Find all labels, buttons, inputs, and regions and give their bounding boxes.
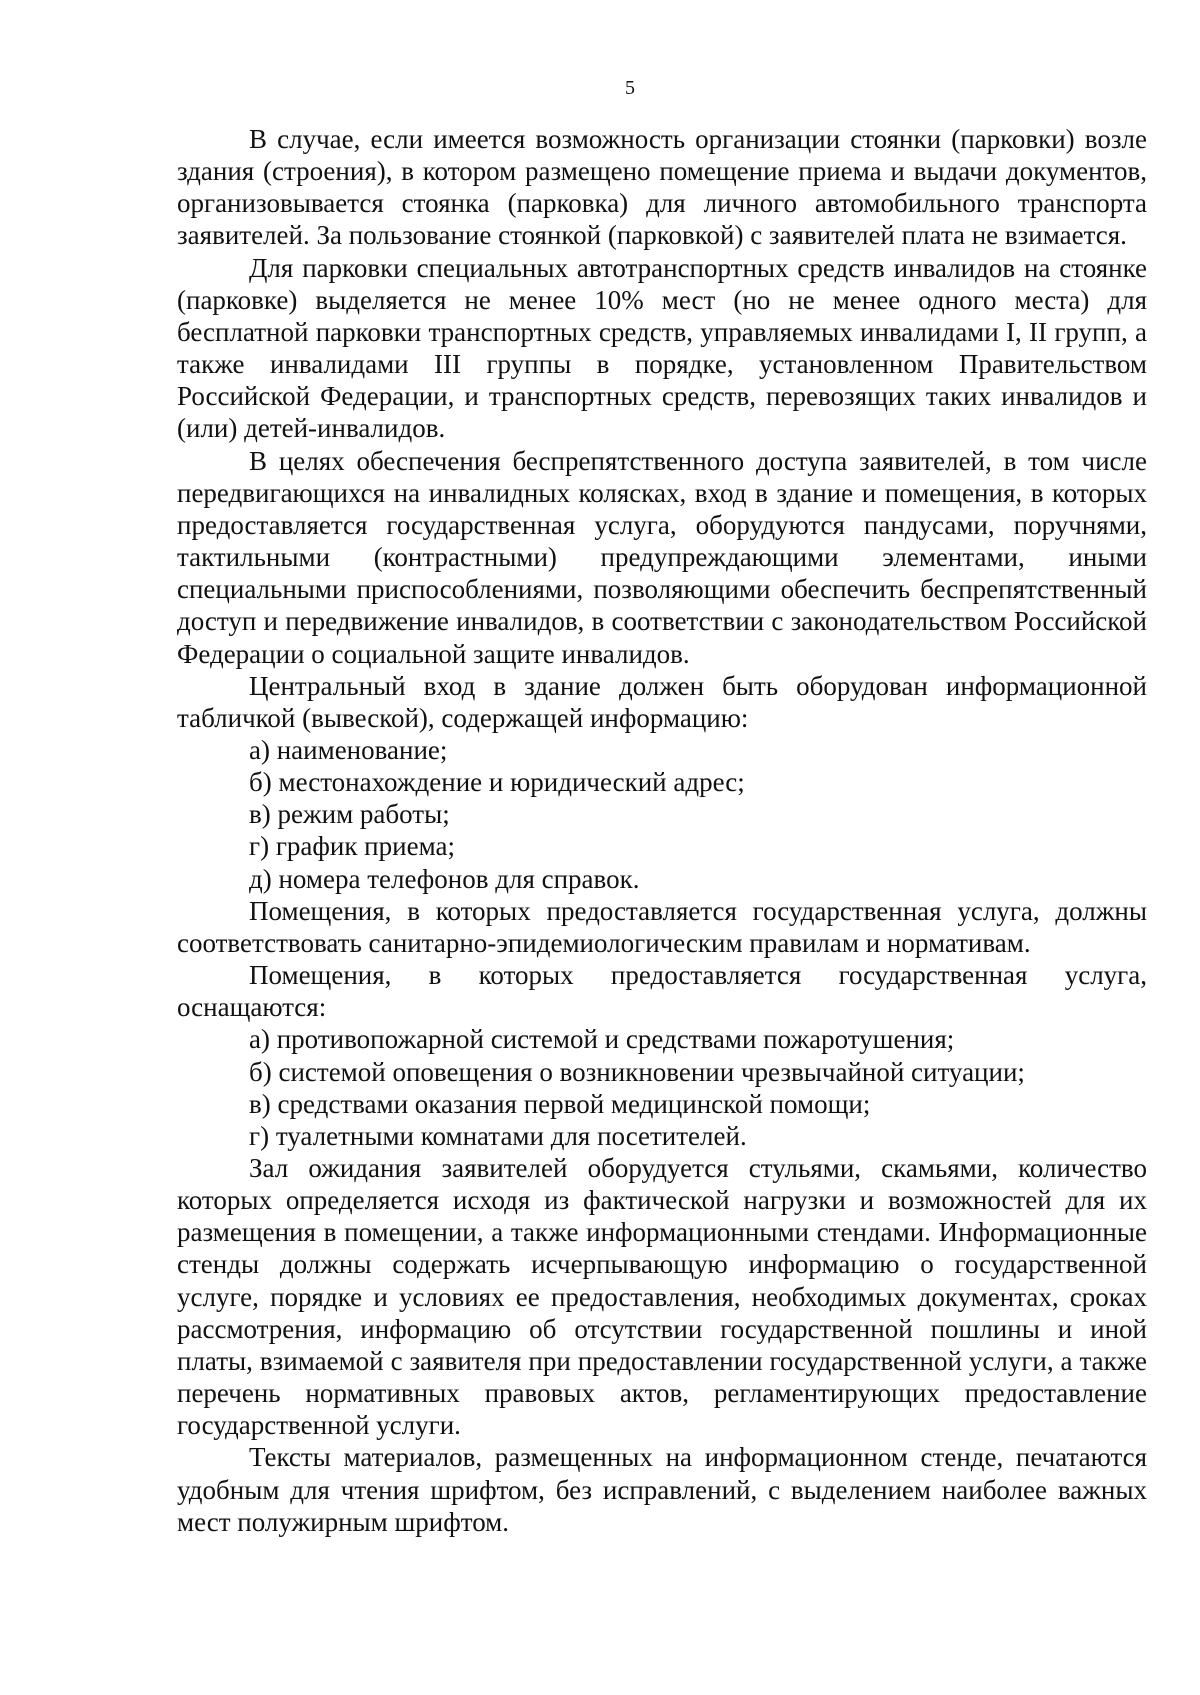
list-item: в) режим работы; [249,799,450,830]
page-number: 5 [625,77,635,99]
paragraph-central-entrance: Центральный вход в здание должен быть оборудован информационной табличкой (вывеской), содержащей информацию: [177,670,1147,733]
list-item: г) туалетными комнатами для посетителей. [249,1120,747,1151]
list-item: а) противопожарной системой и средствами пожаротушения; [249,1024,955,1055]
list-item: в) средствами оказания первой медицинской помощи; [249,1088,871,1119]
paragraph-texts: Тексты материалов, размещенных на информационном стенде, печатаются удобным для чтения шрифтом, без исправлений, с выделением наиболее важных мест полужирным шрифтом. [177,1442,1147,1537]
paragraph-waiting-hall: Зал ожидания заявителей оборудуется стульями, скамьями, количество которых определяется исходя из фактической нагрузки и возможностей для их размещения в помещении, а также информационными стендами. Информационные стенды должны содержать исчерпывающую информацию о государственной услуге, порядке и условиях ее предоставления, необходимых документах, сроках рассмотрения, информацию об отсутствии государственной пошлины и иной платы, взимаемой с заявителя при предоставлении государственной услуги, а также перечень нормативных правовых актов, регламентирующих предоставление государственной услуги. [177,1153,1147,1441]
paragraph-equipped: Помещения, в которых предоставляется государственная услуга, оснащаются: [177,960,1147,1023]
page-body [177,123,1147,1538]
list-item: д) номера телефонов для справок. [249,863,640,894]
paragraph-sanitary: Помещения, в которых предоставляется государственная услуга, должны соответствовать санитарно-эпидемиологическим правилам и нормативам. [177,895,1147,958]
paragraph-parking: В случае, если имеется возможность организации стоянки (парковки) возле здания (строения), в котором размещено помещение приема и выдачи документов, организовывается стоянка (парковка) для личного автомобильного транспорта заявителей. За пользование стоянкой (парковкой) с заявителей плата не взимается. [177,124,1147,251]
list-item: а) наименование; [249,734,448,765]
paragraph-disabled-parking: Для парковки специальных автотранспортных средств инвалидов на стоянке (парковке) выделяется не менее 10% мест (но не менее одного места) для бесплатной парковки транспортных средств, управляемых инвалидами I, II групп, а также инвалидами III группы в порядке, установленном Правительством Российской Федерации, и транспортных средств, перевозящих таких инвалидов и (или) детей-инвалидов. [177,252,1147,444]
list-item: г) график приема; [249,831,455,862]
list-item: б) местонахождение и юридический адрес; [249,767,745,798]
paragraph-accessibility: В целях обеспечения беспрепятственного доступа заявителей, в том числе передвигающихся на инвалидных колясках, вход в здание и помещения, в которых предоставляется государственная услуга, оборудуются пандусами, поручнями, тактильными (контрастными) предупреждающими элементами, иными специальными приспособлениями, позволяющими обеспечить беспрепятственный доступ и передвижение инвалидов, в соответствии с законодательством Российской Федерации о социальной защите инвалидов. [177,445,1147,669]
list-item: б) системой оповещения о возникновении чрезвычайной ситуации; [249,1056,1025,1087]
